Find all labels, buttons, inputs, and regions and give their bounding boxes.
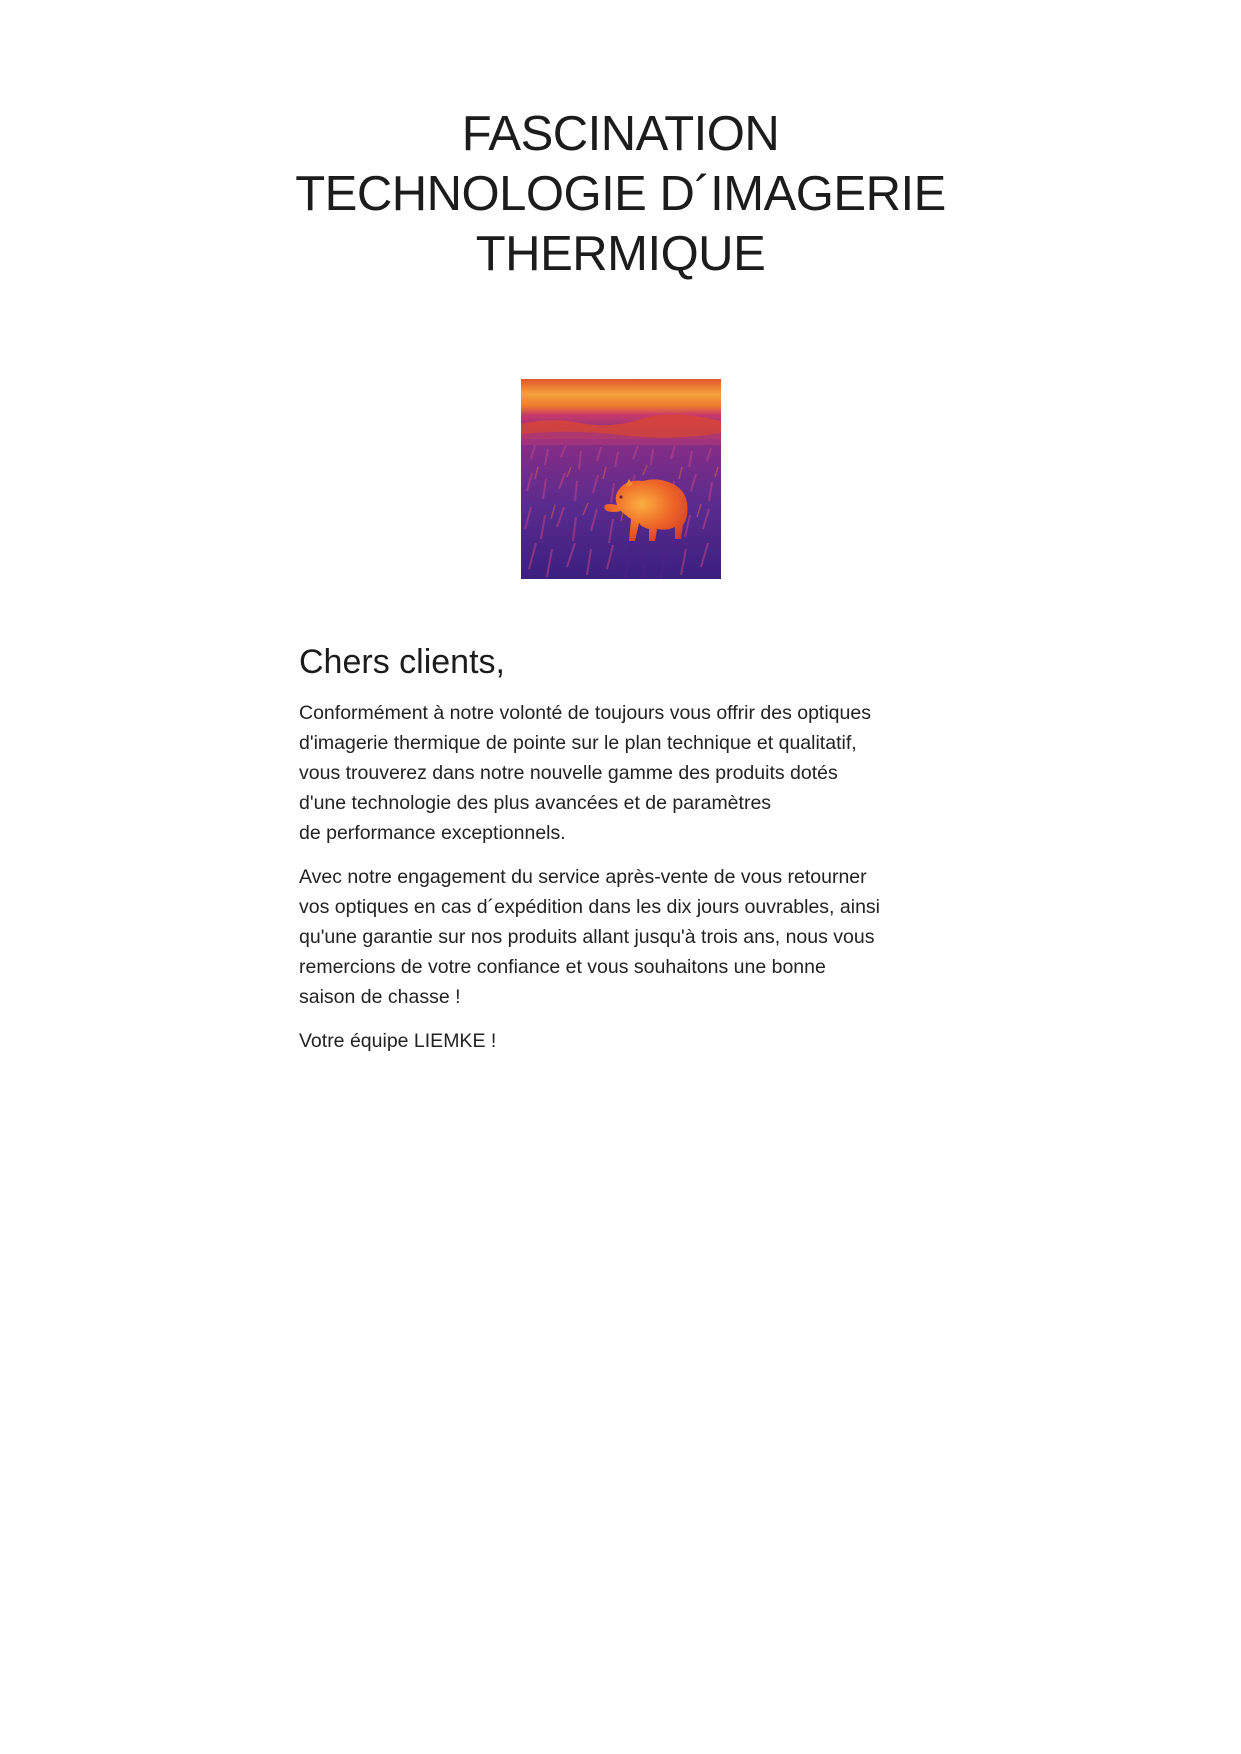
title-line-1: FASCINATION <box>461 107 780 161</box>
signoff: Votre équipe LIEMKE ! <box>299 1030 497 1052</box>
page-title <box>0 104 1241 284</box>
title-line-3: THERMIQUE <box>475 227 766 281</box>
thermal-wild-boar-image <box>521 379 721 579</box>
salutation: Chers clients, <box>299 643 505 681</box>
title-line-2: TECHNOLOGIE D´IMAGERIE <box>295 167 946 221</box>
thermal-image-graphic <box>521 379 721 579</box>
paragraph-service: Avec notre engagement du service après-vente de vous retourner vos optiques en cas d´expédition dans les dix jours ouvrables, ainsi qu'une garantie sur nos produits allant jusqu'à trois ans, nous vous remercions de votre confiance et vous souhaitons une bonne saison de chasse ! <box>299 866 881 1008</box>
paragraph-intro: Conformément à notre volonté de toujours vous offrir des optiques d'imagerie thermique de pointe sur le plan technique et qualitatif, vous trouverez dans notre nouvelle gamme des produits dotés d'une technologie des plus avancées et de paramètres de performance exceptionnels. <box>299 702 871 844</box>
letter-body <box>299 640 949 1056</box>
